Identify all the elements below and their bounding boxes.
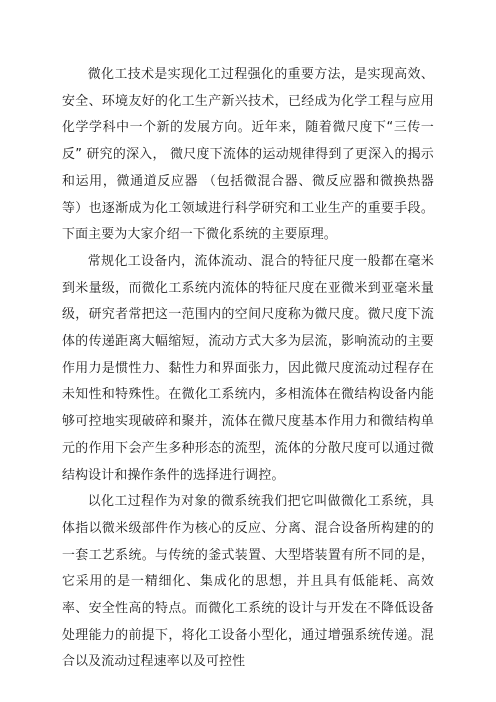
- paragraph-microscale: 常规化工设备内，流体流动、混合的特征尺度一般都在毫米到米量级，而微化工系统内流体的特征尺度在亚微米到亚毫米量级，研究者常把这一范围内的空间尺度称为微尺度。微尺度下流体的传递距离大幅缩短，流动方式大多为层流，影响流动的主要作用力是惯性力、黏性力和界面张力，因此微尺度流动过程存在未知性和特殊性。在微化工系统内，多相流体在微结构设备内能够可控地实现破碎和聚并，流体在微尺度基本作用力和微结构单元的作用下会产生多种形态的流型，流体的分散尺度可以通过微结构设计和操作条件的选择进行调控。: [62, 253, 434, 483]
- document-body: [62, 62, 434, 676]
- paragraph-microsystem: 以化工过程作为对象的微系统我们把它叫做微化工系统，具体指以微米级部件作为核心的反应、分离、混合设备所构建的的一套工艺系统。与传统的釜式装置、大型塔装置有所不同的是，它采用的是一精细化、集成化的思想，并且具有低能耗、高效率、安全性高的特点。而微化工系统的设计与开发在不降低设备处理能力的前提下，将化工设备小型化，通过增强系统传递。混合以及流动过程速率以及可控性: [62, 494, 434, 670]
- paragraph-intro: 微化工技术是实现化工过程强化的重要方法，是实现高效、安全、环境友好的化工生产新兴技术，已经成为化学工程与应用化学学科中一个新的发展方向。近年来，随着微尺度下“三传一反” 研究的深入， 微尺度下流体的运动规律得到了更深入的揭示和运用，微通道反应器 （包括微混合器、微反应器和微换热器等）也逐渐成为化工领域进行科学研究和工业生产的重要手段。下面主要为大家介绍一下微化系统的主要原理。: [62, 67, 434, 243]
